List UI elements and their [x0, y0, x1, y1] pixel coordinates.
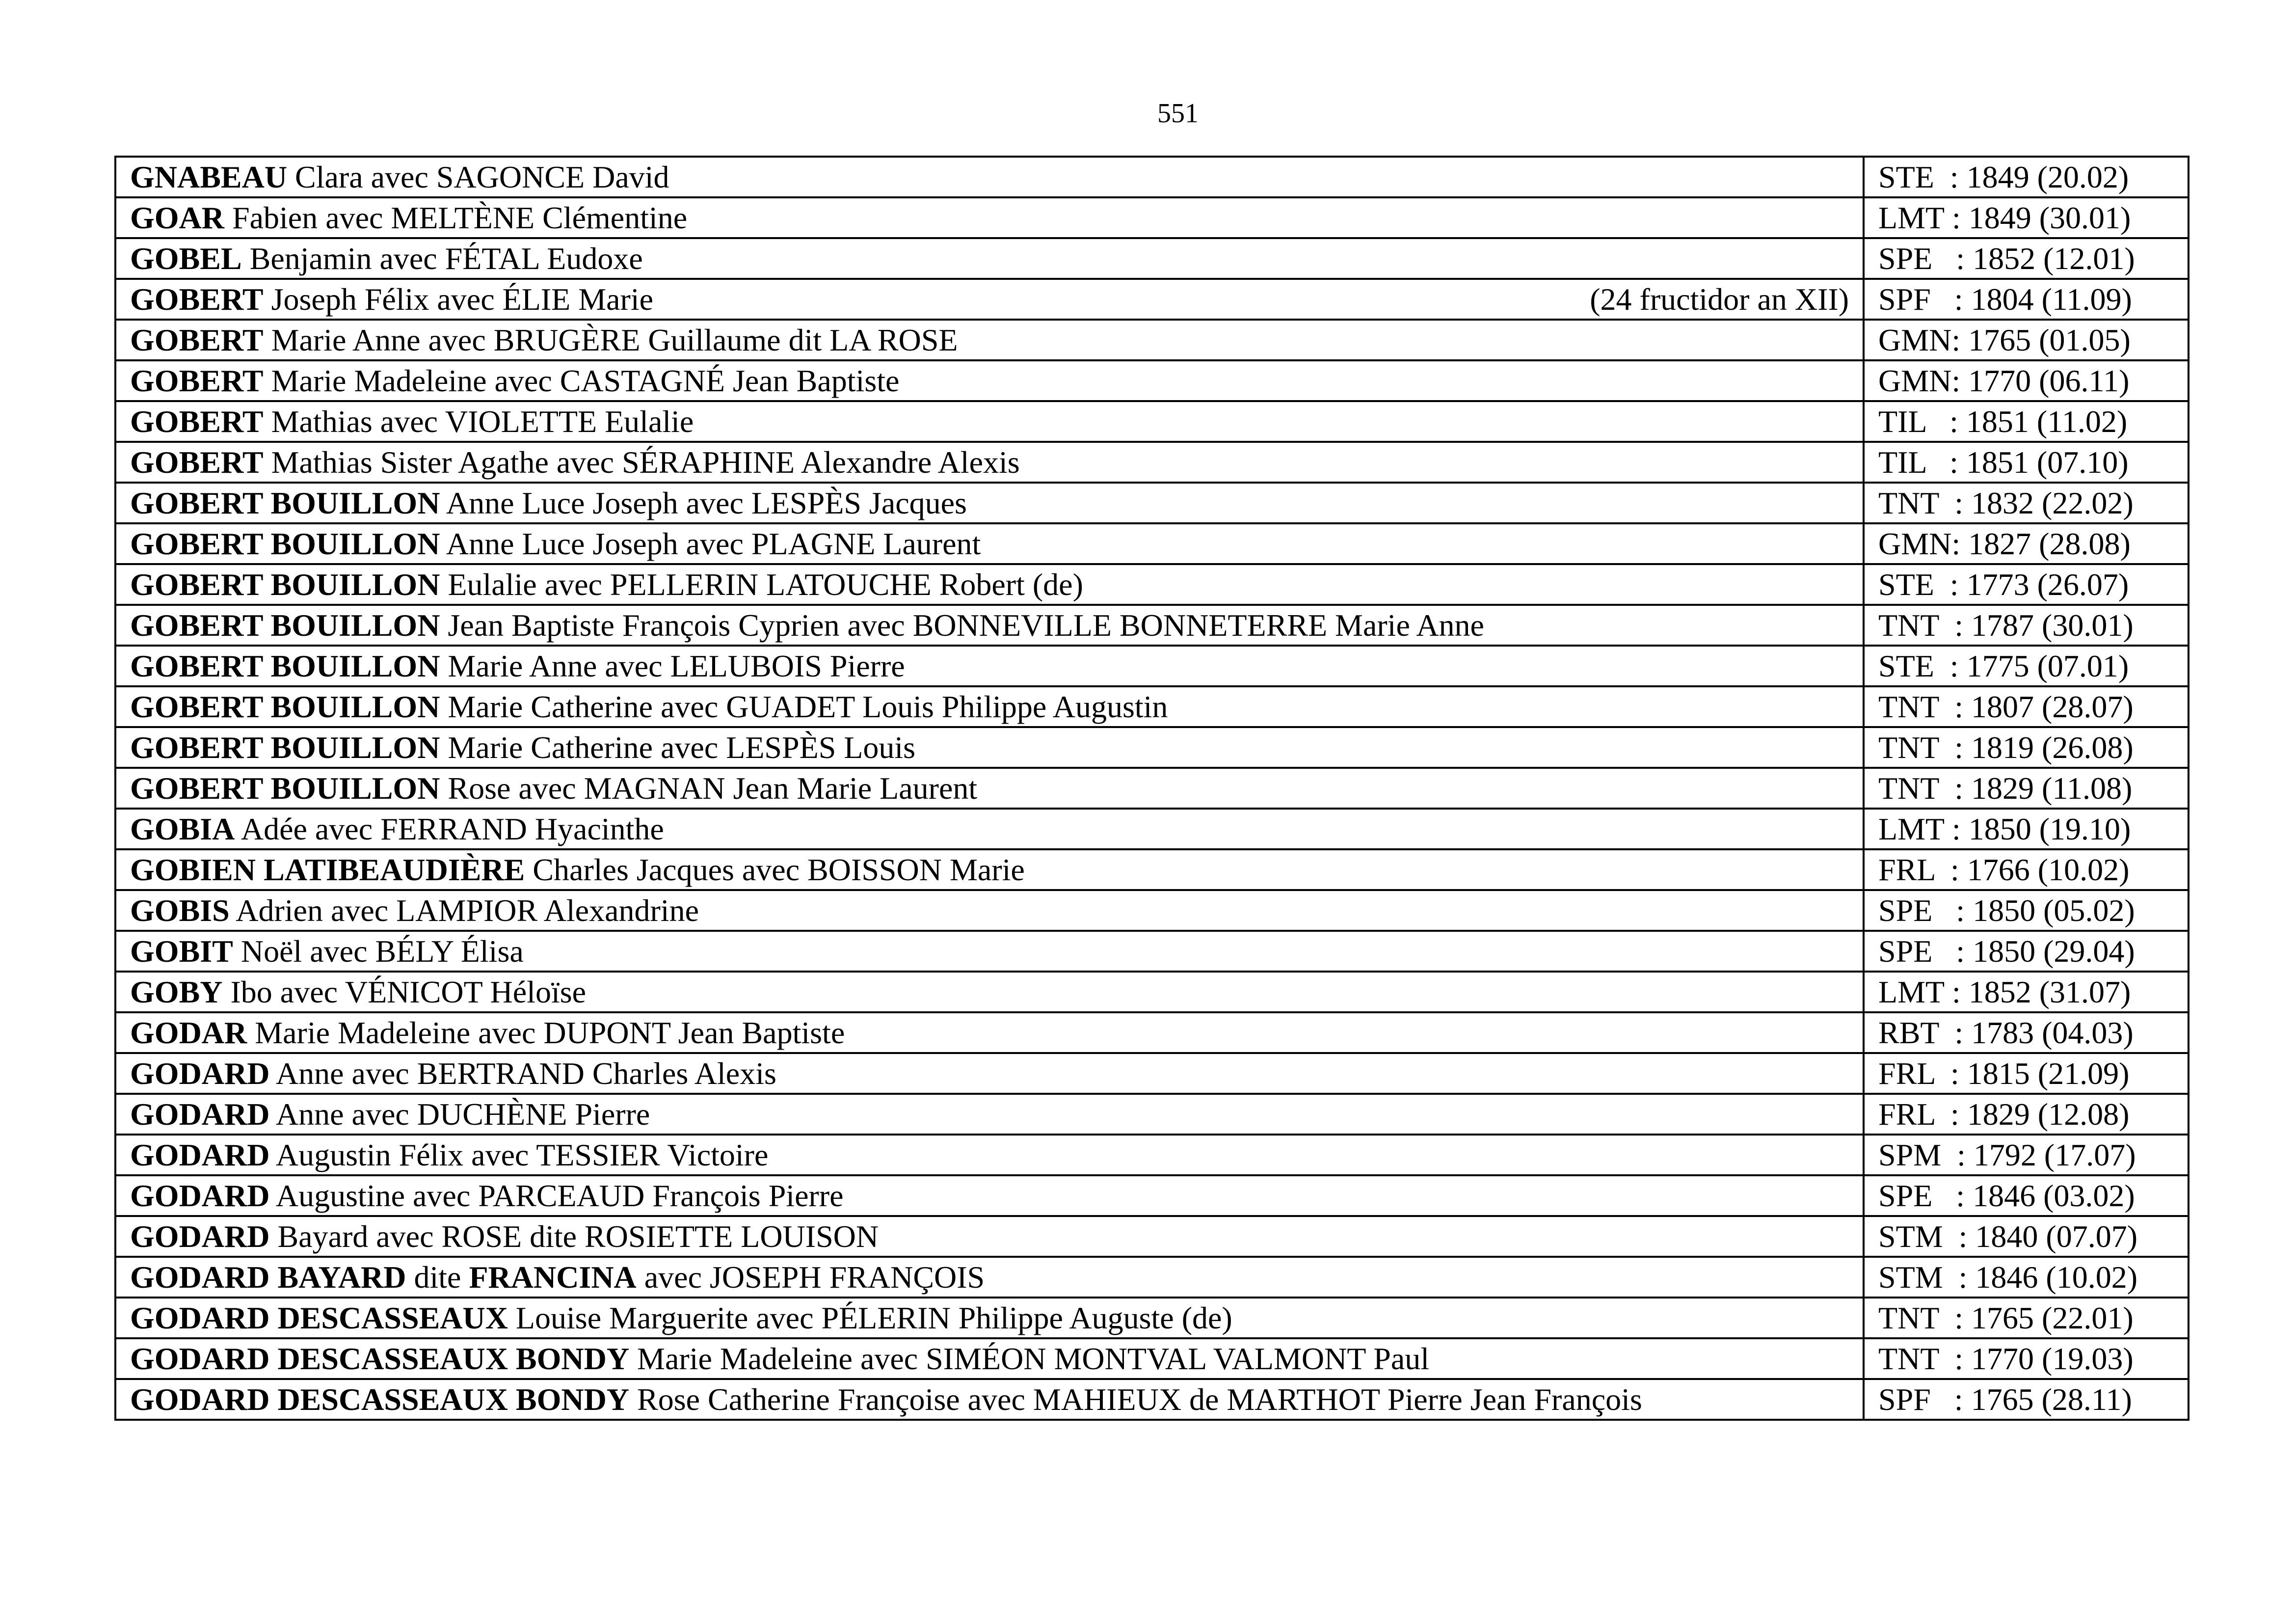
- record-text: Augustine avec PARCEAUD François Pierre: [269, 1178, 844, 1213]
- record-surname: GODARD DESCASSEAUX BONDY: [130, 1382, 630, 1417]
- table-row: [115, 727, 2189, 768]
- record-names-cell: [115, 605, 1864, 646]
- record-surname: GNABEAU: [130, 160, 288, 194]
- record-surname: GODARD: [130, 1219, 270, 1254]
- record-names-cell: [115, 1257, 1864, 1298]
- record-names-cell: [115, 1338, 1864, 1379]
- table-row: [115, 768, 2189, 809]
- record-reference-cell: STM : 1846 (10.02): [1864, 1257, 2189, 1298]
- table-row: [115, 890, 2189, 931]
- record-text: Clara avec SAGONCE David: [287, 160, 669, 194]
- record-text: Marie Anne avec BRUGÈRE Guillaume dit LA ROSE: [263, 323, 958, 357]
- record-names-cell: [115, 1298, 1864, 1338]
- record-names-cell: [115, 523, 1864, 564]
- table-row: [115, 564, 2189, 605]
- record-names-cell: [115, 238, 1864, 279]
- table-row: [115, 1012, 2189, 1053]
- record-text: Anne Luce Joseph avec PLAGNE Laurent: [440, 526, 981, 561]
- record-reference-cell: RBT : 1783 (04.03): [1864, 1012, 2189, 1053]
- record-surname: GOBERT BOUILLON: [130, 567, 440, 602]
- table-row: [115, 646, 2189, 686]
- table-row: [115, 931, 2189, 972]
- record-text: avec JOSEPH FRANÇOIS: [636, 1260, 985, 1295]
- record-text: Bayard avec ROSE dite ROSIETTE LOUISON: [269, 1219, 879, 1254]
- record-text: Adrien avec LAMPIOR Alexandrine: [229, 893, 699, 928]
- record-surname: GODARD: [130, 1097, 270, 1132]
- record-names-cell: [115, 646, 1864, 686]
- record-reference-cell: SPE : 1846 (03.02): [1864, 1175, 2189, 1216]
- record-names-cell: [115, 1135, 1864, 1175]
- record-reference-cell: LMT : 1852 (31.07): [1864, 972, 2189, 1012]
- record-text: Louise Marguerite avec PÉLERIN Philippe Auguste (de): [507, 1300, 1232, 1335]
- table-row: [115, 1216, 2189, 1257]
- record-reference-cell: GMN: 1765 (01.05): [1864, 320, 2189, 360]
- record-text: Marie Madeleine avec CASTAGNÉ Jean Baptiste: [263, 363, 900, 398]
- record-text: Ibo avec VÉNICOT Héloïse: [222, 974, 587, 1009]
- record-reference-cell: TNT : 1787 (30.01): [1864, 605, 2189, 646]
- table-row: [115, 360, 2189, 401]
- record-text: Rose avec MAGNAN Jean Marie Laurent: [440, 771, 978, 806]
- table-row: [115, 1338, 2189, 1379]
- record-text: dite: [406, 1260, 469, 1295]
- record-reference-cell: TIL : 1851 (11.02): [1864, 401, 2189, 442]
- record-surname: GOBIEN LATIBEAUDIÈRE: [130, 852, 525, 887]
- table-row: [115, 1298, 2189, 1338]
- record-reference-cell: GMN: 1770 (06.11): [1864, 360, 2189, 401]
- record-names-cell: [115, 360, 1864, 401]
- record-names-cell: [115, 483, 1864, 523]
- record-names-cell: [115, 727, 1864, 768]
- record-surname: GOBERT BOUILLON: [130, 526, 440, 561]
- record-names-cell: [115, 157, 1864, 197]
- record-surname: GOBERT BOUILLON: [130, 771, 440, 806]
- table-row: [115, 401, 2189, 442]
- table-row: [115, 1379, 2189, 1420]
- record-reference-cell: STM : 1840 (07.07): [1864, 1216, 2189, 1257]
- table-row: [115, 320, 2189, 360]
- table-row: [115, 605, 2189, 646]
- record-surname: GOBIA: [130, 812, 235, 846]
- table-row: [115, 157, 2189, 197]
- record-reference-cell: STE : 1849 (20.02): [1864, 157, 2189, 197]
- record-names-cell: [115, 279, 1864, 320]
- record-text: Eulalie avec PELLERIN LATOUCHE Robert (de): [440, 567, 1083, 602]
- record-text: Marie Madeleine avec DUPONT Jean Baptiste: [247, 1015, 845, 1050]
- record-reference-cell: SPE : 1850 (29.04): [1864, 931, 2189, 972]
- record-reference-cell: FRL : 1815 (21.09): [1864, 1053, 2189, 1094]
- record-surname: GOBERT: [130, 282, 264, 317]
- record-text: Noël avec BÉLY Élisa: [233, 934, 524, 969]
- record-surname: GOBY: [130, 974, 223, 1009]
- record-surname: GOBERT: [130, 404, 264, 439]
- record-names-cell: [115, 1175, 1864, 1216]
- table-row: [115, 1053, 2189, 1094]
- table-row: [115, 523, 2189, 564]
- record-reference-cell: TNT : 1832 (22.02): [1864, 483, 2189, 523]
- record-reference-cell: SPM : 1792 (17.07): [1864, 1135, 2189, 1175]
- record-text: Anne Luce Joseph avec LESPÈS Jacques: [440, 486, 967, 520]
- record-text: Joseph Félix avec ÉLIE Marie: [263, 282, 653, 317]
- record-reference-cell: SPE : 1852 (12.01): [1864, 238, 2189, 279]
- record-note: (24 fructidor an XII): [1590, 282, 1849, 317]
- record-surname: GODARD DESCASSEAUX: [130, 1300, 508, 1335]
- record-names-cell: [115, 320, 1864, 360]
- record-names-cell: [115, 1053, 1864, 1094]
- record-reference-cell: STE : 1775 (07.01): [1864, 646, 2189, 686]
- record-surname: GOBERT BOUILLON: [130, 730, 440, 765]
- record-names-cell: [115, 401, 1864, 442]
- record-names-cell: [115, 768, 1864, 809]
- record-text: Augustin Félix avec TESSIER Victoire: [269, 1137, 769, 1172]
- table-row: [115, 197, 2189, 238]
- table-row: [115, 686, 2189, 727]
- record-surname: GODARD: [130, 1056, 270, 1091]
- record-surname: GOBIS: [130, 893, 230, 928]
- record-text: Jean Baptiste François Cyprien avec BONNEVILLE BONNETERRE Marie Anne: [440, 608, 1484, 643]
- record-names-cell: [115, 931, 1864, 972]
- record-reference-cell: FRL : 1829 (12.08): [1864, 1094, 2189, 1135]
- record-text: Marie Madeleine avec SIMÉON MONTVAL VALMONT Paul: [629, 1341, 1430, 1376]
- record-names-cell: [115, 1216, 1864, 1257]
- record-surname: GOBERT BOUILLON: [130, 486, 440, 520]
- record-names-cell: [115, 1379, 1864, 1420]
- record-reference-cell: TNT : 1770 (19.03): [1864, 1338, 2189, 1379]
- record-names-cell: [115, 1094, 1864, 1135]
- record-names-cell: [115, 442, 1864, 483]
- record-text: Mathias Sister Agathe avec SÉRAPHINE Alexandre Alexis: [263, 445, 1020, 480]
- record-text: Adée avec FERRAND Hyacinthe: [235, 812, 664, 846]
- record-reference-cell: GMN: 1827 (28.08): [1864, 523, 2189, 564]
- table-row: [115, 1135, 2189, 1175]
- record-text: Anne avec DUCHÈNE Pierre: [269, 1097, 650, 1132]
- record-reference-cell: TNT : 1829 (11.08): [1864, 768, 2189, 809]
- record-surname: GODARD: [130, 1137, 270, 1172]
- record-reference-cell: SPE : 1850 (05.02): [1864, 890, 2189, 931]
- record-text: Marie Catherine avec GUADET Louis Philippe Augustin: [440, 689, 1168, 724]
- record-text: Mathias avec VIOLETTE Eulalie: [263, 404, 694, 439]
- record-surname: GODARD DESCASSEAUX BONDY: [130, 1341, 630, 1376]
- record-surname: FRANCINA: [469, 1260, 637, 1295]
- record-text: Anne avec BERTRAND Charles Alexis: [269, 1056, 776, 1091]
- record-surname: GOAR: [130, 200, 224, 235]
- page-number: 551: [1157, 98, 1199, 129]
- record-text: Rose Catherine Françoise avec MAHIEUX de MARTHOT Pierre Jean François: [629, 1382, 1642, 1417]
- record-names-cell: [115, 849, 1864, 890]
- record-text: Marie Anne avec LELUBOIS Pierre: [440, 649, 905, 683]
- record-reference-cell: TNT : 1819 (26.08): [1864, 727, 2189, 768]
- table-row: [115, 1094, 2189, 1135]
- record-reference-cell: TNT : 1807 (28.07): [1864, 686, 2189, 727]
- table-row: [115, 809, 2189, 849]
- record-surname: GOBEL: [130, 241, 242, 276]
- record-surname: GOBERT: [130, 363, 264, 398]
- record-reference-cell: FRL : 1766 (10.02): [1864, 849, 2189, 890]
- record-surname: GOBERT BOUILLON: [130, 649, 440, 683]
- marriage-records-table: [114, 156, 2189, 1421]
- table-row: [115, 1175, 2189, 1216]
- record-names-cell: [115, 972, 1864, 1012]
- record-names-cell: [115, 890, 1864, 931]
- table-row: [115, 972, 2189, 1012]
- record-names-cell: [115, 197, 1864, 238]
- record-text: Fabien avec MELTÈNE Clémentine: [224, 200, 688, 235]
- record-text: Charles Jacques avec BOISSON Marie: [525, 852, 1025, 887]
- table-row: [115, 238, 2189, 279]
- record-surname: GODARD: [130, 1178, 270, 1213]
- table-row: [115, 279, 2189, 320]
- record-surname: GODAR: [130, 1015, 247, 1050]
- record-surname: GOBERT BOUILLON: [130, 689, 440, 724]
- record-surname: GODARD BAYARD: [130, 1260, 406, 1295]
- record-reference-cell: STE : 1773 (26.07): [1864, 564, 2189, 605]
- records-body: [115, 157, 2189, 1420]
- record-reference-cell: TNT : 1765 (22.01): [1864, 1298, 2189, 1338]
- record-surname: GOBERT: [130, 323, 264, 357]
- table-row: [115, 1257, 2189, 1298]
- record-names-cell: [115, 809, 1864, 849]
- record-reference-cell: SPF : 1804 (11.09): [1864, 279, 2189, 320]
- record-text: Marie Catherine avec LESPÈS Louis: [440, 730, 916, 765]
- record-reference-cell: LMT : 1850 (19.10): [1864, 809, 2189, 849]
- record-text: Benjamin avec FÉTAL Eudoxe: [241, 241, 643, 276]
- record-surname: GOBERT BOUILLON: [130, 608, 440, 643]
- record-surname: GOBIT: [130, 934, 233, 969]
- record-surname: GOBERT: [130, 445, 264, 480]
- record-names-cell: [115, 686, 1864, 727]
- table-row: [115, 849, 2189, 890]
- table-row: [115, 483, 2189, 523]
- record-reference-cell: SPF : 1765 (28.11): [1864, 1379, 2189, 1420]
- record-names-cell: [115, 1012, 1864, 1053]
- record-reference-cell: TIL : 1851 (07.10): [1864, 442, 2189, 483]
- record-names-cell: [115, 564, 1864, 605]
- record-reference-cell: LMT : 1849 (30.01): [1864, 197, 2189, 238]
- table-row: [115, 442, 2189, 483]
